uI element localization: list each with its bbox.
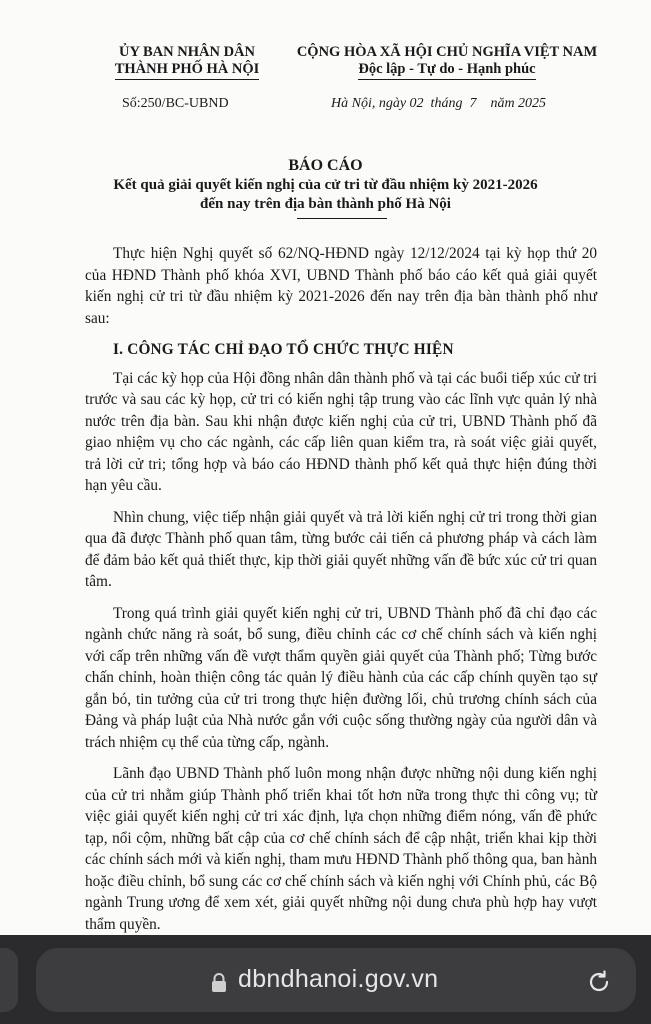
title-divider — [297, 218, 387, 219]
document-number: Số:250/BC-UBND — [122, 96, 229, 111]
body-paragraph: Trong quá trình giải quyết kiến nghị cử tri, UBND Thành phố đã chỉ đạo các ngành chức năng rà soát, bổ sung, điều chỉnh các cơ chế chính sách và kiến nghị với cấp trên những vấn đề vượt thẩm quyền giải quyết của Thành phố; Từng bước chấn chỉnh, hoàn thiện công tác quản lý điều hành của các cấp chính quyền tạo sự gắn bó, tin tưởng của cử tri trong thực hiện đường lối, chủ trương chính sách của Đảng và pháp luật của Nhà nước gắn với cuộc sống thường ngày của người dân và trách nhiệm cụ thể của từng cấp, ngành. — [85, 604, 597, 751]
body-paragraph: Tại các kỳ họp của Hội đồng nhân dân thành phố và tại các buổi tiếp xúc cử tri trước và sau các kỳ họp, cử tri có kiến nghị tập trung vào các lĩnh vực quản lý nhà nước trên địa bàn. Sau khi nhận được kiến nghị của cử tri, UBND Thành phố đã giao nhiệm vụ cho các ngành, các cấp liên quan kiểm tra, rà soát việc giải quyết, trả lời cử tri; tổng hợp và báo cáo HĐND thành phố kết quả thực hiện đúng thời hạn yêu cầu. — [85, 369, 597, 494]
lock-icon — [210, 973, 228, 993]
intro-paragraph: Thực hiện Nghị quyết số 62/NQ-HĐND ngày 12/12/2024 tại kỳ họp thứ 20 của HĐND Thành phố khóa XVI, UBND Thành phố báo cáo kết quả giải quyết kiến nghị cử tri từ đầu nhiệm kỳ 2021-2026 đến nay trên địa bàn thành phố như sau: — [85, 245, 597, 327]
report-body — [85, 243, 597, 945]
body-paragraph: Lãnh đạo UBND Thành phố luôn mong nhận được những nội dung kiến nghị của cử tri nhằm giúp Thành phố triển khai tốt hơn nữa trong thực thi công vụ; từ việc giải quyết kiến nghị cử tri xác định, lựa chọn những điểm nóng, vấn đề phức tạp, nổi cộm, những bất cập của cơ chế chính sách để cập nhật, triển khai kịp thời các chính sách mới và kiến nghị, tham mưu HĐND Thành phố thông qua, ban hành hoặc điều chỉnh, bổ sung các cơ chế chính sách và kiến nghị với Chính phủ, các Bộ ngành Trung ương để xem xét, giải quyết những nội dung chưa phù hợp hay vượt thẩm quyền. — [85, 765, 597, 933]
report-title: BÁO CÁO — [288, 157, 363, 174]
issuer-header — [92, 44, 282, 80]
national-motto: Độc lập - Tự do - Hạnh phúc — [358, 61, 535, 80]
previous-tab-edge[interactable] — [0, 948, 18, 1012]
national-header — [282, 44, 612, 80]
body-paragraph: Nhìn chung, việc tiếp nhận giải quyết và trả lời kiến nghị cử tri trong thời gian qua đã được Thành phố quan tâm, từng bước cải tiến cả phương pháp và cách làm để đảm bảo kết quả thiết thực, kịp thời giải quyết những vấn đề bức xúc cử tri quan tâm. — [85, 508, 597, 590]
issuer-line1: ỦY BAN NHÂN DÂN — [118, 44, 255, 60]
issuer-line2: THÀNH PHỐ HÀ NỘI — [115, 61, 260, 80]
date-line: Hà Nội, ngày 02 tháng 7 năm 2025 — [331, 96, 547, 111]
section-heading: I. CÔNG TÁC CHỈ ĐẠO TỔ CHỨC THỰC HIỆN — [113, 341, 454, 358]
url-text[interactable]: dbndhanoi.gov.vn — [238, 965, 439, 993]
reload-icon[interactable] — [585, 968, 613, 996]
national-title: CỘNG HÒA XÃ HỘI CHỦ NGHĨA VIỆT NAM — [296, 44, 598, 60]
report-subtitle-1: Kết quả giải quyết kiến nghị của cử tri từ đầu nhiệm kỳ 2021-2026 — [113, 177, 538, 193]
report-subtitle-2: đến nay trên địa bàn thành phố Hà Nội — [200, 196, 451, 212]
